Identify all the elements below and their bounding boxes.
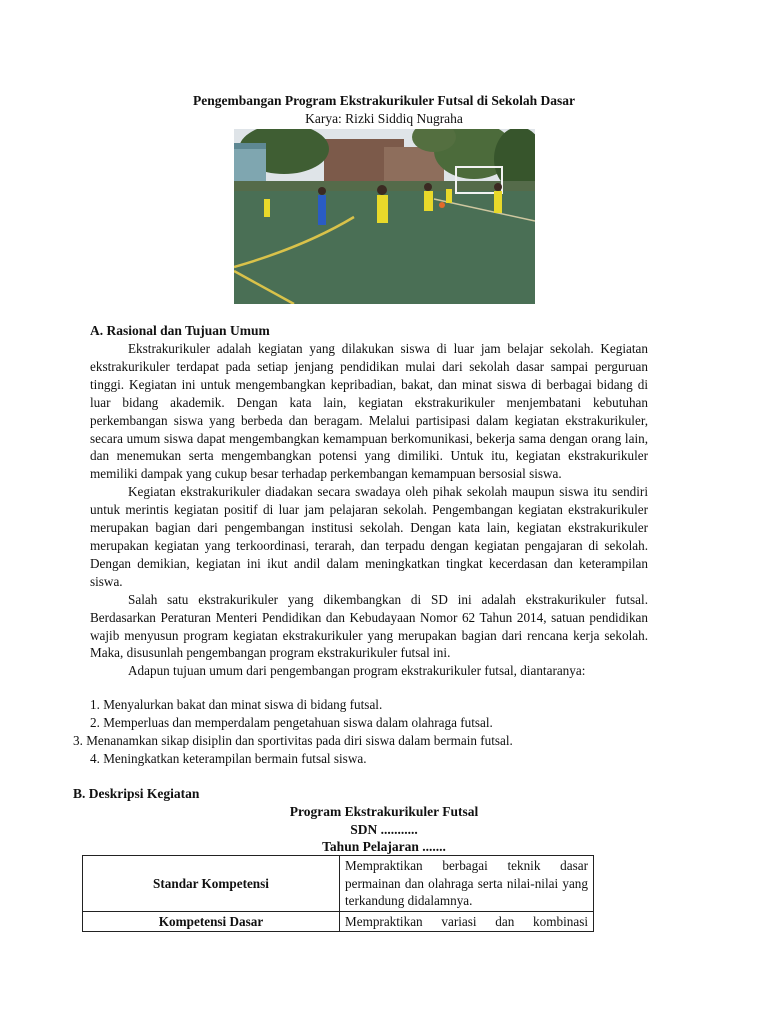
paragraph: Adapun tujuan umum dari pengembangan program ekstrakurikuler futsal, diantaranya: bbox=[128, 663, 586, 679]
table-value-cell: Mempraktikan berbagai teknik dasar permainan dan olahraga serta nilai-nilai yang terkandung didalamnya. bbox=[340, 856, 594, 912]
section-a-heading: A. Rasional dan Tujuan Umum bbox=[90, 323, 270, 338]
section-b-heading: B. Deskripsi Kegiatan bbox=[73, 786, 200, 801]
competency-table bbox=[82, 855, 594, 932]
school-name: SDN ........... bbox=[350, 822, 418, 837]
futsal-photo bbox=[234, 129, 535, 304]
table-row bbox=[83, 911, 594, 932]
table-row bbox=[83, 856, 594, 912]
program-title: Program Ekstrakurikuler Futsal bbox=[289, 804, 479, 819]
paragraph: Ekstrakurikuler adalah kegiatan yang dilakukan siswa di luar jam belajar sekolah. Kegiatan ekstrakurikuler terdapat pada setiap jenjang pendidikan mulai dari sekolah dasar sampai perguruan tinggi. Kegiatan ini untuk mengembangkan kepribadian, bakat, dan minat siswa di berbagai bidang di luar bidang akademik. Dengan kata lain, kegiatan ekstrakurikuler menjembatani kebutuhan perkembangan siswa yang berbeda dan beragam. Melalui partisipasi dalam kegiatan ekstrakurikuler, secara umum siswa dapat mengembangkan kemampuan berkomunikasi, bekerja sama dengan orang lain, dan menemukan serta mengembangkan potensi yang dimiliki. Untuk itu, kegiatan ekstrakurikuler memiliki dampak yang cukup besar terhadap perkembangan kemampuan bersosial siswa. bbox=[90, 341, 648, 482]
academic-year: Tahun Pelajaran ....... bbox=[322, 839, 446, 854]
table-label-cell: Standar Kompetensi bbox=[83, 856, 340, 912]
table-label-cell: Kompetensi Dasar bbox=[83, 911, 340, 932]
paragraph: Kegiatan ekstrakurikuler diadakan secara swadaya oleh pihak sekolah maupun siswa itu sendiri untuk merintis kegiatan positif di luar jam pelajaran sekolah. Pengembangan kegiatan ekstrakurikuler merupakan bagian dari pengembangan institusi sekolah. Dengan kata lain, kegiatan ekstrakurikuler merupakan kegiatan yang terkoordinasi, terarah, dan terpadu dengan kegiatan pengajaran di sekolah. Dengan demikian, kegiatan ini ikut andil dalam meningkatkan tingkat kecerdasan dan keterampilan siswa. bbox=[90, 484, 648, 589]
section-a-body bbox=[90, 340, 648, 680]
document-author: Karya: Rizki Siddiq Nugraha bbox=[305, 111, 463, 126]
paragraph: Salah satu ekstrakurikuler yang dikembangkan di SD ini adalah ekstrakurikuler futsal. Berdasarkan Peraturan Menteri Pendidikan dan Kebudayaan Nomor 62 Tahun 2014, satuan pendidikan wajib menyusun program kegiatan ekstrakurikuler yang merupakan bagian dari rencana kerja sekolah. Maka, disusunlah pengembangan program ekstrakurikuler futsal ini. bbox=[90, 591, 648, 661]
goal-item: 1. Menyalurkan bakat dan minat siswa di bidang futsal. bbox=[90, 697, 383, 712]
document-title: Pengembangan Program Ekstrakurikuler Futsal di Sekolah Dasar bbox=[192, 93, 576, 108]
goal-item: 2. Memperluas dan memperdalam pengetahuan siswa dalam olahraga futsal. bbox=[90, 715, 493, 730]
table-value-cell: Mempraktikan variasi dan kombinasi bbox=[340, 911, 594, 932]
goal-item: 3. Menanamkan sikap disiplin dan sportivitas pada diri siswa dalam bermain futsal. bbox=[73, 733, 513, 748]
goal-item: 4. Meningkatkan keterampilan bermain futsal siswa. bbox=[90, 751, 367, 766]
